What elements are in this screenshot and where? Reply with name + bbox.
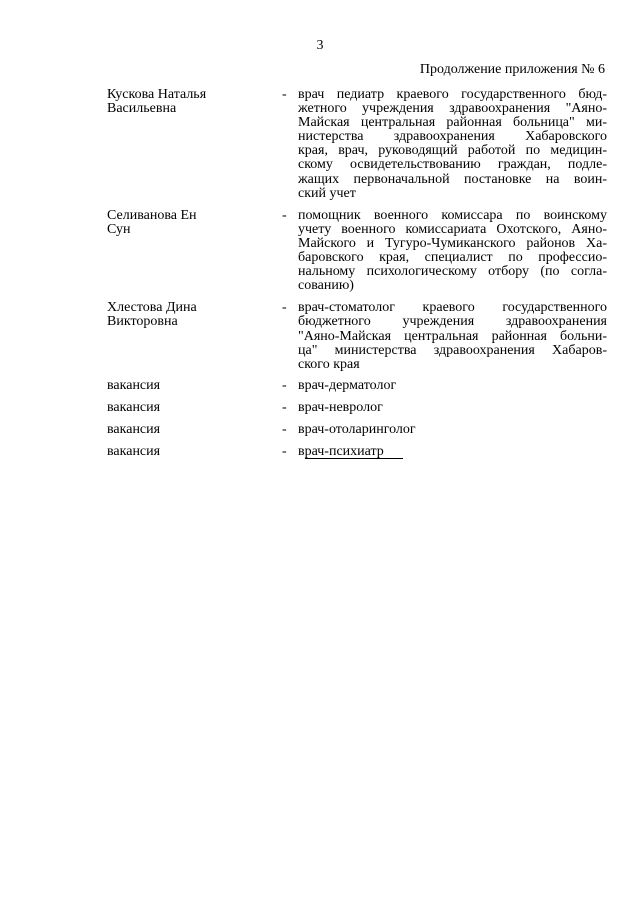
member-position: врач-стоматолог краевого государственного бюджетного учреждения здравоохранения "Аяно-Майская центральная районная больни- ца" министерства здравоохранения Хабаров- ского края xyxy=(298,300,607,372)
entry-dash: - xyxy=(282,87,287,102)
member-position: помощник военного комиссара по воинскому учету военного комиссариата Охотского, Аяно- Майского и Тугуро-Чумиканского районов Ха- баровского края, специалист по профессио- нальному психологическому отбору (по согла- сованию) xyxy=(298,207,607,294)
vacancy-label: вакансия xyxy=(107,399,161,415)
entry-dash: - xyxy=(282,399,287,415)
entry-dash: - xyxy=(282,300,287,316)
member-entry xyxy=(107,209,607,294)
entry-dash: - xyxy=(282,377,287,393)
member-name: Кускова Наталья Васильевна xyxy=(107,87,207,117)
member-position: врач педиатр краевого государственного бюд- жетного учреждения здравоохранения "Аяно- Майская центральная районная больница" ми- нистерства здравоохранения Хабаровского края, врач, руководящий работой по медицин- скому освидетельствованию граждан, подле- жащих первоначальной постановке на воин- ский учет xyxy=(298,87,607,201)
vacancy-entry xyxy=(107,400,607,416)
vacancy-entry xyxy=(107,422,607,438)
appendix-continuation-note: Продолжение приложения № 6 xyxy=(419,62,605,77)
member-entry xyxy=(107,88,607,201)
vacancy-label: вакансия xyxy=(107,377,161,393)
vacancy-position: врач-невролог xyxy=(298,399,383,415)
member-entry xyxy=(107,301,607,371)
page-number: 3 xyxy=(316,38,324,53)
vacancy-position: врач-дерматолог xyxy=(298,377,397,393)
vacancy-position: врач-психиатр xyxy=(298,443,384,459)
vacancy-label: вакансия xyxy=(107,443,161,459)
member-name: Селиванова Ен Сун xyxy=(107,207,197,237)
entry-dash: - xyxy=(282,443,287,459)
vacancy-position: врач-отоларинголог xyxy=(298,421,416,437)
member-name: Хлестова Дина Викторовна xyxy=(107,300,197,330)
entry-dash: - xyxy=(282,421,287,437)
closing-separator-line xyxy=(305,458,403,459)
vacancy-label: вакансия xyxy=(107,421,161,437)
entry-dash: - xyxy=(282,207,287,223)
commission-members-list xyxy=(107,88,607,460)
vacancy-entry xyxy=(107,378,607,394)
